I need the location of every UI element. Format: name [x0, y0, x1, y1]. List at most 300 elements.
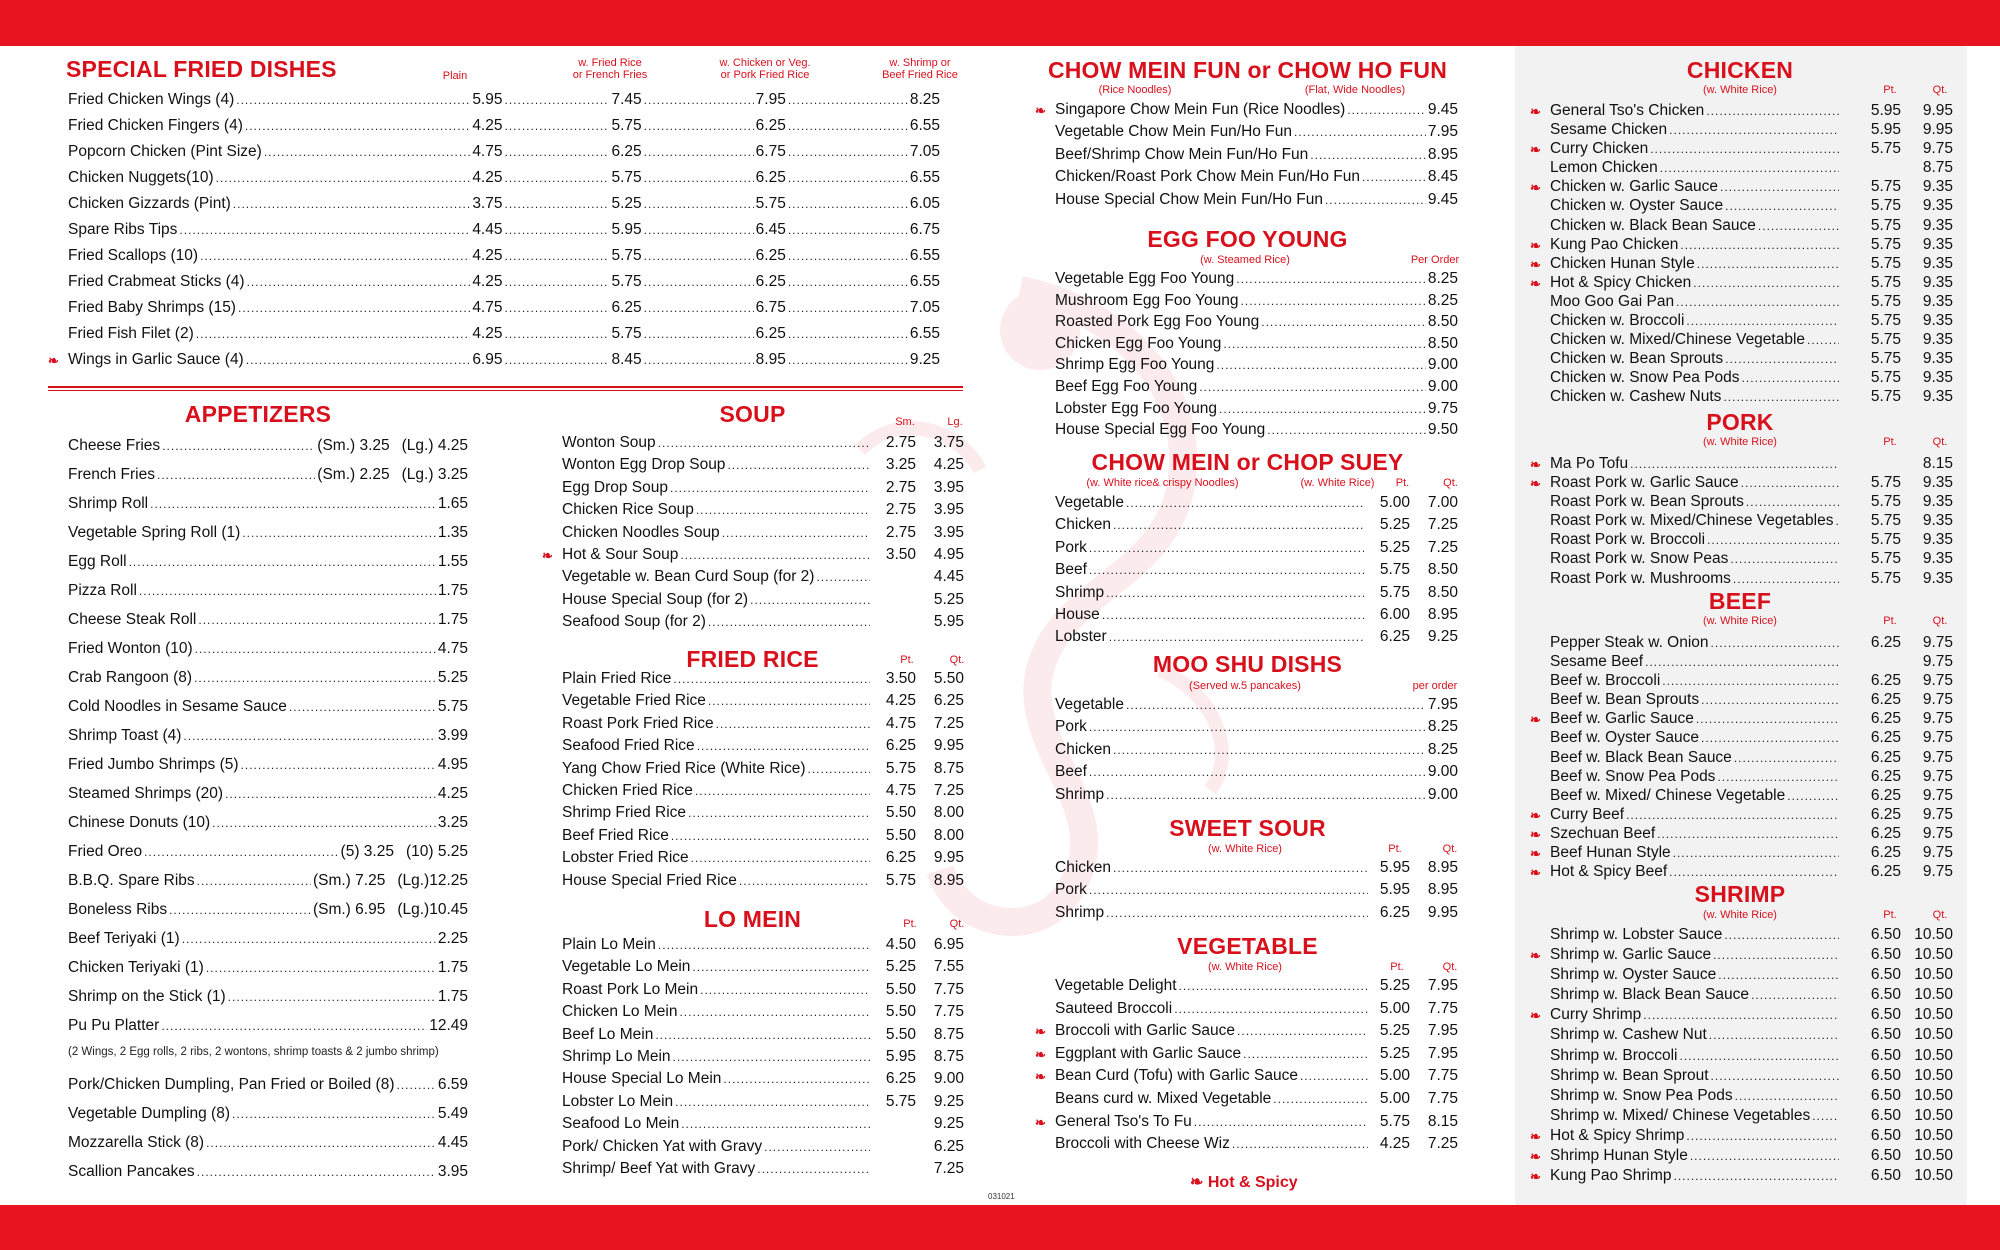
item-name: Chicken Teriyaki (1) [68, 959, 204, 976]
item-price-small: 5.95 [1870, 121, 1901, 139]
item-name: Shrimp Toast (4) [68, 727, 182, 744]
leader-dots [245, 119, 470, 133]
item-price-large: 9.75 [1922, 748, 1953, 766]
item-name: Seafood Fried Rice [562, 737, 695, 755]
item-price: 5.75 [755, 195, 786, 212]
item-name: Fried Scallops (10) [68, 247, 199, 264]
leader-dots [1720, 180, 1839, 194]
leader-dots [1241, 294, 1426, 308]
menu-item [1550, 121, 1953, 140]
item-price: 4.25 [472, 169, 503, 186]
leader-dots [658, 436, 870, 450]
item-price-small: (Sm.) 2.25 [317, 466, 390, 483]
leader-dots [1089, 765, 1426, 779]
item-price-small: 6.50 [1870, 926, 1901, 943]
menu-item [1530, 1006, 1953, 1026]
menu-item [1550, 1087, 1953, 1107]
item-price-small: 5.25 [885, 958, 916, 976]
item-price: 5.25 [611, 195, 642, 212]
item-price-large: 9.25 [933, 1092, 964, 1110]
menu-item [1035, 1067, 1458, 1090]
leader-dots [504, 301, 609, 315]
item-price: 2.25 [437, 930, 468, 947]
item-price-large: 9.75 [1922, 710, 1953, 728]
item-price-large: 10.50 [1914, 1147, 1953, 1165]
chili-pepper-icon: ❧ [1190, 1174, 1204, 1191]
col-header-chicken-veg: w. Chicken or Veg. or Pork Fried Rice [719, 57, 811, 81]
pork-sub: (w. White Rice) [1703, 436, 1777, 448]
chili-pepper-icon: ❧ [1530, 712, 1541, 728]
leader-dots [504, 171, 609, 185]
leader-dots [1751, 988, 1839, 1002]
item-price-small: 2.75 [885, 478, 916, 496]
item-price-large: 7.00 [1427, 494, 1458, 511]
item-price-large: 9.35 [1922, 350, 1953, 368]
item-price: 4.75 [472, 143, 503, 160]
item-price-small: 2.75 [885, 523, 916, 541]
item-price-large: 8.95 [1427, 605, 1458, 623]
leader-dots [238, 301, 470, 315]
chicken-col-pt: Pt. [1883, 84, 1897, 96]
leader-dots [1746, 495, 1839, 509]
leader-dots [670, 481, 870, 495]
menu-item [1530, 863, 1953, 882]
chicken-col-qt: Qt. [1932, 84, 1948, 96]
leader-dots [1273, 1092, 1368, 1106]
leader-dots [1725, 352, 1839, 366]
item-name: House Special Lo Mein [562, 1070, 722, 1088]
leader-dots [1680, 238, 1839, 252]
item-price-large: 4.45 [933, 568, 964, 586]
item-price-small: 6.25 [1870, 824, 1901, 842]
menu-item [1550, 691, 1953, 710]
leader-dots [1713, 948, 1839, 962]
item-name: Beef [1055, 561, 1087, 579]
item-name: Shrimp Lo Mein [562, 1047, 671, 1065]
item-price-large: 9.75 [1922, 729, 1953, 747]
item-price: 9.50 [1427, 421, 1458, 439]
item-name: Shrimp w. Mixed/ Chinese Vegetables [1550, 1106, 1811, 1124]
item-name: Seafood Lo Mein [562, 1115, 680, 1133]
leader-dots [673, 672, 870, 686]
item-price: 6.55 [909, 325, 940, 342]
item-price-large: 9.75 [1922, 672, 1953, 690]
item-price: 5.75 [611, 273, 642, 290]
menu-item [1550, 493, 1953, 512]
item-price: 8.25 [1427, 291, 1458, 309]
shrimp-col-pt: Pt. [1883, 909, 1897, 921]
item-price-large: 9.75 [1922, 844, 1953, 862]
item-name: Moo Goo Gai Pan [1550, 292, 1675, 310]
leader-dots [1261, 315, 1426, 329]
item-name: Shrimp w. Broccoli [1550, 1046, 1678, 1064]
item-price-large: 9.35 [1922, 474, 1953, 492]
leader-dots [655, 1028, 870, 1042]
item-price: 1.75 [437, 988, 468, 1005]
item-name: Spare Ribs Tips [68, 221, 178, 238]
item-price: 6.75 [755, 143, 786, 160]
item-price: 3.99 [437, 727, 468, 744]
lo-mein-col-qt: Qt. [949, 918, 965, 930]
item-name: House Special Egg Foo Young [1055, 421, 1266, 439]
menu-item [68, 437, 468, 466]
item-price: 7.05 [909, 299, 940, 316]
item-name: Shrimp Egg Foo Young [1055, 356, 1215, 374]
item-name: Plain Lo Mein [562, 936, 656, 953]
item-name: Shrimp w. Garlic Sauce [1550, 946, 1712, 964]
item-price: 6.75 [909, 221, 940, 238]
chili-pepper-icon: ❧ [1530, 237, 1541, 253]
leader-dots [727, 458, 870, 472]
item-price-large: 8.75 [1922, 159, 1953, 177]
item-price-large: 10.50 [1914, 946, 1953, 964]
appetizers-title: APPETIZERS [184, 401, 332, 427]
item-price-small: 6.50 [1870, 986, 1901, 1004]
leader-dots [504, 93, 609, 107]
item-price-large: 9.95 [1427, 903, 1458, 921]
menu-item [1055, 718, 1458, 740]
item-name: Beef w. Bean Sprouts [1550, 691, 1700, 709]
hot-spicy-legend [1190, 1172, 1298, 1192]
item-price-small: 6.50 [1870, 946, 1901, 964]
leader-dots [764, 1140, 870, 1154]
leader-dots [196, 327, 471, 341]
menu-item [68, 582, 468, 611]
menu-item [542, 545, 964, 568]
item-price: 8.25 [909, 91, 940, 108]
chili-pepper-icon: ❧ [1035, 1046, 1046, 1062]
item-price-small: 6.50 [1870, 1126, 1901, 1144]
item-price: 4.45 [437, 1134, 468, 1151]
menu-item [1550, 1047, 1953, 1067]
item-name: Kung Pao Shrimp [1550, 1167, 1672, 1185]
item-name: Pork [1055, 881, 1087, 899]
item-name: Shrimp w. Black Bean Sauce [1550, 986, 1750, 1004]
menu-item [1550, 1067, 1953, 1087]
menu-item [562, 760, 964, 782]
item-price-large: 5.50 [933, 670, 964, 687]
leader-dots [696, 503, 870, 517]
item-price-small: 5.25 [1379, 538, 1410, 556]
menu-item [562, 1026, 964, 1048]
leader-dots [247, 275, 471, 289]
item-price-small: 4.75 [885, 781, 916, 799]
item-price: 8.45 [1427, 168, 1458, 186]
item-name: Beef w. Broccoli [1550, 672, 1661, 690]
menu-item [1055, 763, 1458, 785]
item-price-large: 7.25 [933, 781, 964, 799]
item-name: Sesame Chicken [1550, 121, 1668, 139]
leader-dots [1126, 496, 1364, 510]
item-name: Vegetable Delight [1055, 977, 1177, 994]
item-price: 6.25 [611, 299, 642, 316]
menu-item [1055, 1135, 1458, 1158]
leader-dots [1347, 103, 1425, 117]
leader-dots [788, 197, 908, 211]
item-price-small: 6.50 [1870, 1006, 1901, 1024]
appetizers-list [68, 437, 468, 1192]
item-price-small: 6.50 [1870, 1147, 1901, 1165]
item-price-large: 8.15 [1922, 455, 1953, 472]
leader-dots [212, 816, 436, 830]
pork-col-qt: Qt. [1932, 436, 1948, 448]
item-name: Fried Crabmeat Sticks (4) [68, 273, 245, 290]
chow-mein-list [1055, 494, 1458, 651]
item-price: 4.75 [472, 299, 503, 316]
menu-item [562, 804, 964, 826]
item-price-small: 5.75 [1870, 569, 1901, 587]
item-price: 9.00 [1427, 377, 1458, 395]
item-price-large: 9.35 [1922, 512, 1953, 530]
item-name: Bean Curd (Tofu) with Garlic Sauce [1055, 1067, 1298, 1085]
leader-dots [788, 223, 908, 237]
menu-item [1055, 270, 1458, 292]
item-price-large: 8.00 [933, 804, 964, 822]
leader-dots [757, 1162, 870, 1176]
moo-shu-list [1055, 696, 1458, 808]
item-price-small: 2.75 [885, 501, 916, 519]
item-price-large: 9.35 [1922, 178, 1953, 196]
menu-item [1530, 235, 1953, 255]
item-name: Hot & Spicy Chicken [1550, 273, 1692, 291]
item-price-large: 7.75 [933, 980, 964, 998]
menu-item [562, 737, 964, 759]
item-price: 1.65 [437, 495, 468, 512]
leader-dots [1835, 514, 1839, 528]
leader-dots [1109, 630, 1364, 644]
item-price: 1.55 [437, 553, 468, 570]
item-price-small: 5.75 [1379, 561, 1410, 579]
menu-item [1055, 123, 1458, 145]
menu-item [1530, 1147, 1953, 1167]
item-price-large: 9.75 [1922, 863, 1953, 881]
item-price: 6.75 [755, 299, 786, 316]
menu-item [1550, 926, 1953, 946]
leader-dots [1696, 712, 1839, 726]
item-name: Chicken Fried Rice [562, 781, 693, 799]
chow-mein-sub-white: (w. White Rice) [1300, 477, 1375, 489]
item-name: Beef Lo Mein [562, 1025, 654, 1043]
leader-dots [1690, 1149, 1839, 1163]
item-price: 4.25 [437, 785, 468, 802]
item-price: 5.95 [611, 221, 642, 238]
item-price: 8.25 [1427, 740, 1458, 758]
leader-dots [195, 642, 436, 656]
item-price-large: 7.75 [933, 1003, 964, 1021]
leader-dots [723, 1072, 870, 1086]
menu-item [562, 613, 964, 635]
menu-item [1055, 146, 1458, 168]
item-price: 3.75 [472, 195, 503, 212]
item-price-small: 6.50 [1870, 1066, 1901, 1084]
item-price-small: 5.25 [1379, 516, 1410, 534]
item-price-large: 8.50 [1427, 583, 1458, 601]
item-price-small: 4.75 [885, 714, 916, 732]
item-name: General Tso's To Fu [1055, 1112, 1192, 1130]
leader-dots [1734, 751, 1839, 765]
leader-dots [1673, 846, 1839, 860]
egg-foo-young-list [1055, 270, 1458, 443]
item-price: 8.25 [1427, 718, 1458, 736]
leader-dots [1717, 770, 1839, 784]
item-price-small: 5.95 [1870, 102, 1901, 119]
item-price-large: 8.95 [1427, 881, 1458, 899]
item-name: Shrimp w. Cashew Nut [1550, 1026, 1707, 1044]
leader-dots [788, 93, 908, 107]
chili-pepper-icon: ❧ [1530, 807, 1541, 823]
menu-item [1530, 254, 1953, 274]
item-name: Plain Fried Rice [562, 670, 672, 687]
item-name: Roast Pork w. Garlic Sauce [1550, 474, 1739, 492]
item-price-large: 10.50 [1914, 1026, 1953, 1044]
leader-dots [1758, 219, 1839, 233]
item-price: 3.25 [437, 814, 468, 831]
menu-item [1055, 292, 1458, 314]
item-price-small: (Sm.) 7.25 [312, 872, 386, 889]
item-name: Chicken Hunan Style [1550, 254, 1695, 272]
item-name: Seafood Soup (for 2) [562, 613, 706, 631]
chow-mein-fun-title: CHOW MEIN FUN or CHOW HO FUN [1047, 57, 1448, 83]
item-name: Beef Fried Rice [562, 826, 669, 844]
leader-dots [206, 961, 436, 975]
item-price-large: 9.75 [1922, 767, 1953, 785]
item-name: Shrimp w. Snow Pea Pods [1550, 1086, 1733, 1104]
menu-item [68, 143, 940, 169]
leader-dots [1102, 608, 1364, 622]
menu-item [1530, 1167, 1953, 1187]
leader-dots [1707, 533, 1839, 547]
leader-dots [1310, 148, 1426, 162]
menu-item [562, 981, 964, 1003]
leader-dots [1660, 161, 1839, 175]
lo-mein-title: LO MEIN [703, 906, 802, 932]
leader-dots [1735, 1089, 1839, 1103]
item-price-small: 5.75 [1870, 388, 1901, 406]
leader-dots [197, 1165, 436, 1179]
item-price-small: 6.50 [1870, 1106, 1901, 1124]
menu-item [1550, 986, 1953, 1006]
item-price-small: 5.25 [1379, 1044, 1410, 1062]
item-price-small: 5.25 [1379, 1022, 1410, 1040]
leader-dots [1089, 720, 1426, 734]
egg-foo-young-sub: (w. Steamed Rice) [1200, 254, 1290, 266]
item-price: 7.95 [1427, 696, 1458, 713]
item-price: (10) 5.25 [405, 843, 468, 860]
chili-pepper-icon: ❧ [1530, 1149, 1541, 1165]
item-name: French Fries [68, 466, 155, 483]
menu-item [1550, 197, 1953, 216]
item-name: Chicken Rice Soup [562, 501, 694, 519]
item-price-large: 4.25 [933, 456, 964, 474]
print-code: 031021 [988, 1192, 1015, 1201]
menu-item [1530, 805, 1953, 825]
moo-shu-title: MOO SHU DISHS [1152, 651, 1343, 677]
leader-dots [788, 171, 908, 185]
leader-dots [233, 197, 471, 211]
leader-dots [1216, 358, 1425, 372]
fried-rice-col-pt: Pt. [900, 654, 914, 666]
soup-list [542, 434, 964, 636]
menu-item [1550, 966, 1953, 986]
item-price-large: 7.75 [1427, 1089, 1458, 1107]
item-price-small: 6.25 [1870, 863, 1901, 881]
menu-item [1550, 388, 1953, 407]
menu-item [68, 221, 940, 247]
leader-dots [1733, 572, 1839, 586]
leader-dots [194, 671, 436, 685]
item-name: Vegetable Chow Mein Fun/Ho Fun [1055, 123, 1292, 141]
chow-mein-title: CHOW MEIN or CHOP SUEY [1091, 449, 1404, 475]
leader-dots [504, 223, 609, 237]
leader-dots [708, 694, 870, 708]
fried-rice-title: FRIED RICE [686, 646, 819, 672]
item-price-small: 6.50 [1870, 1046, 1901, 1064]
menu-item [1550, 531, 1953, 550]
item-name: Pork/Chicken Dumpling, Pan Fried or Boiled (8) [68, 1076, 395, 1093]
item-name: Pork/ Chicken Yat with Gravy [562, 1137, 763, 1155]
chili-pepper-icon: ❧ [1035, 1114, 1046, 1130]
leader-dots [788, 327, 908, 341]
leader-dots [216, 171, 471, 185]
item-price-large: 4.95 [933, 545, 964, 563]
item-name: House Special Chow Mein Fun/Ho Fun [1055, 190, 1323, 208]
item-name: Shrimp w. Lobster Sauce [1550, 926, 1723, 943]
item-name: Beef Hunan Style [1550, 844, 1671, 862]
menu-item [68, 299, 940, 325]
menu-item [562, 524, 964, 546]
item-price-small: 3.50 [885, 545, 916, 563]
beef-list [1530, 634, 1953, 882]
item-price-large: 9.35 [1922, 493, 1953, 511]
item-price-small: 6.00 [1379, 605, 1410, 623]
item-price: 6.95 [472, 351, 503, 368]
menu-item [1530, 455, 1953, 474]
chili-pepper-icon: ❧ [1035, 1069, 1046, 1085]
menu-item [1035, 1044, 1458, 1068]
menu-item [562, 827, 964, 849]
item-price-large: 8.95 [1427, 859, 1458, 876]
menu-item [1550, 768, 1953, 787]
menu-item [1550, 350, 1953, 369]
menu-item [1550, 787, 1953, 806]
item-name: Roasted Pork Egg Foo Young [1055, 313, 1260, 331]
item-price-small: 6.25 [885, 737, 916, 755]
item-price: 6.05 [909, 195, 940, 212]
item-price: 9.45 [1427, 101, 1458, 118]
leader-dots [1267, 423, 1426, 437]
menu-item [1530, 946, 1953, 966]
chili-pepper-icon: ❧ [1530, 948, 1541, 964]
item-price: 6.55 [909, 247, 940, 264]
leader-dots [242, 526, 436, 540]
item-price: 9.00 [1427, 763, 1458, 781]
item-name: Beef Teriyaki (1) [68, 930, 180, 947]
menu-item [562, 456, 964, 478]
item-name: Szechuan Beef [1550, 824, 1656, 842]
chili-pepper-icon: ❧ [1530, 256, 1541, 272]
item-name: Kung Pao Chicken [1550, 235, 1679, 253]
item-price-large: 8.15 [1427, 1112, 1458, 1130]
item-price-small: 5.00 [1379, 494, 1410, 511]
item-price: 8.95 [755, 351, 786, 368]
item-price-small: 5.75 [1870, 512, 1901, 530]
item-price-large: 3.95 [933, 523, 964, 541]
item-name: Egg Drop Soup [562, 478, 668, 496]
menu-item [1530, 102, 1953, 121]
vegetable-col-pt: Pt. [1390, 961, 1404, 973]
item-price-small: (Sm.) 6.95 [312, 901, 386, 918]
item-price-large: 8.75 [933, 1047, 964, 1065]
